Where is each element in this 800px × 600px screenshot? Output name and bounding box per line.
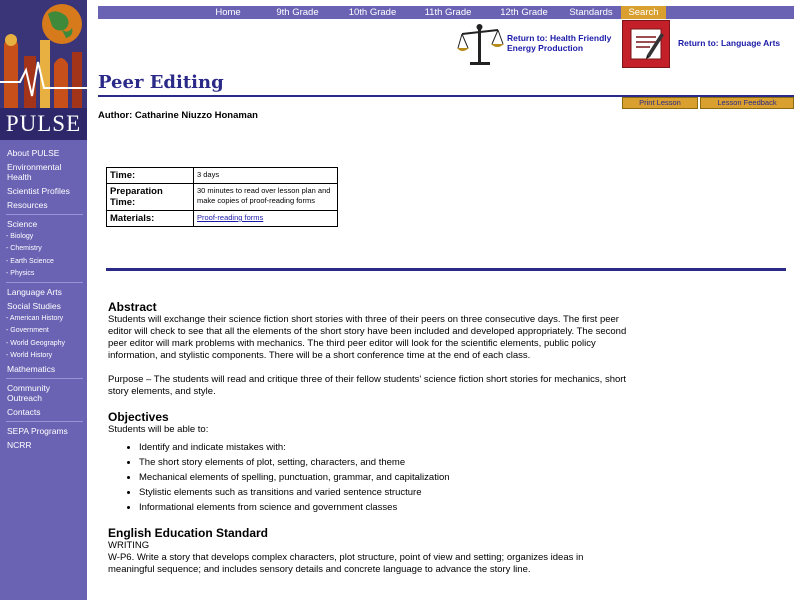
table-row bbox=[107, 184, 338, 211]
sidebar-item-resources[interactable]: Resources bbox=[7, 200, 48, 210]
prep-time-value: 30 minutes to read over lesson plan and make copies of proof-reading forms bbox=[194, 184, 338, 211]
sidebar-item-about-pulse[interactable]: About PULSE bbox=[7, 148, 60, 158]
sidebar-item-community-outreach[interactable]: Community Outreach bbox=[7, 383, 50, 404]
nav-11th-grade[interactable]: 11th Grade bbox=[424, 7, 472, 18]
sidebar-item-language-arts[interactable]: Language Arts bbox=[7, 287, 62, 298]
sidebar-item-sepa-programs[interactable]: SEPA Programs bbox=[7, 426, 68, 437]
objectives-list bbox=[108, 442, 628, 514]
purpose-text: Purpose – The students will read and critique three of their fellow students' science fiction short stories for mechanics, short story elements, and style. bbox=[108, 374, 627, 397]
abstract-text: Students will exchange their science fiction short stories with three of their peers on three consecutive days. The first peer editor will check to see that all the elements of the short story have been included and developed appropriately. The second peer editor will mark problems with mechanics. The third peer editor will look for the scientific elements, public policy information, and stylistic components. There will be a short conference time at the end of each class. bbox=[108, 314, 627, 361]
lesson-content bbox=[108, 300, 628, 576]
sidebar-item-american-history[interactable]: - American History bbox=[6, 315, 64, 323]
sidebar-divider bbox=[6, 378, 83, 379]
top-navigation bbox=[98, 6, 794, 19]
nav-10th-grade[interactable]: 10th Grade bbox=[348, 7, 397, 18]
return-language-arts-link[interactable]: Return to: Language Arts bbox=[678, 38, 781, 48]
nav-home[interactable]: Home bbox=[215, 7, 241, 18]
return-health-energy-link[interactable]: Return to: Health Friendly Energy Production bbox=[507, 33, 612, 53]
nav-9th-grade[interactable]: 9th Grade bbox=[276, 7, 319, 18]
sidebar-item-biology[interactable]: - Biology bbox=[6, 233, 34, 240]
sidebar-item-environmental-health[interactable]: Environmental Health bbox=[7, 162, 62, 182]
page-title: Peer Editing bbox=[98, 72, 224, 93]
pen-and-paper-icon[interactable] bbox=[622, 20, 670, 68]
nav-12th-grade[interactable]: 12th Grade bbox=[500, 7, 548, 18]
list-item: • Stylistic elements such as transitions and varied sentence structure bbox=[139, 487, 628, 499]
sidebar-item-ncrr[interactable]: NCRR bbox=[7, 440, 32, 451]
sidebar-nav bbox=[0, 146, 87, 452]
proof-reading-forms-link[interactable]: Proof-reading forms bbox=[197, 213, 264, 222]
table-row bbox=[107, 168, 338, 184]
nav-search[interactable]: Search bbox=[621, 6, 666, 19]
lesson-info-table bbox=[106, 167, 338, 227]
list-item: • Mechanical elements of spelling, punctuation, grammar, and capitalization bbox=[139, 472, 628, 484]
sidebar-divider bbox=[6, 214, 83, 215]
list-item: • Identify and indicate mistakes with: bbox=[139, 442, 628, 454]
logo-wordmark: PULSE bbox=[0, 108, 87, 140]
sidebar-item-science[interactable]: Science bbox=[7, 219, 38, 229]
pulse-logo[interactable] bbox=[0, 0, 87, 140]
section-divider bbox=[106, 268, 786, 271]
print-lesson-button[interactable]: Print Lesson bbox=[622, 97, 698, 109]
sidebar-divider bbox=[6, 282, 83, 283]
abstract-heading: Abstract bbox=[108, 300, 157, 314]
table-row bbox=[107, 211, 338, 227]
list-item: • The short story elements of plot, setting, characters, and theme bbox=[139, 457, 628, 469]
sidebar-item-scientist-profiles[interactable]: Scientist Profiles bbox=[7, 186, 70, 196]
sidebar bbox=[0, 0, 87, 600]
nav-standards[interactable]: Standards bbox=[569, 7, 613, 18]
objectives-heading: Objectives bbox=[108, 410, 169, 424]
materials-label: Materials: bbox=[107, 211, 194, 227]
sidebar-item-world-geography[interactable]: - World Geography bbox=[6, 339, 66, 347]
time-label: Time: bbox=[107, 168, 194, 184]
sidebar-item-earth-science[interactable]: - Earth Science bbox=[6, 257, 54, 265]
materials-cell bbox=[194, 211, 338, 227]
list-item: • Informational elements from science and government classes bbox=[139, 502, 628, 514]
sidebar-item-chemistry[interactable]: - Chemistry bbox=[6, 245, 42, 253]
pulse-logo-art-icon bbox=[0, 0, 87, 108]
standard-text: W-P6. Write a story that develops complex characters, plot structure, point of view and setting; organizes ideas in meaningful sequence; and includes sensory details and concrete language to advance the story line. bbox=[108, 552, 584, 575]
standard-heading: English Education Standard bbox=[108, 526, 269, 540]
sidebar-item-mathematics[interactable]: Mathematics bbox=[7, 364, 56, 375]
sidebar-item-contacts[interactable]: Contacts bbox=[7, 407, 41, 418]
sidebar-item-physics[interactable]: - Physics bbox=[6, 269, 35, 277]
objectives-intro: Students will be able to: bbox=[108, 424, 209, 435]
sidebar-item-social-studies[interactable]: Social Studies bbox=[7, 301, 61, 312]
sidebar-divider bbox=[6, 421, 83, 422]
sidebar-item-world-history[interactable]: - World History bbox=[6, 352, 53, 360]
scale-of-justice-icon[interactable] bbox=[456, 22, 504, 68]
time-value: 3 days bbox=[194, 168, 338, 184]
sidebar-item-government[interactable]: - Government bbox=[6, 327, 49, 335]
lesson-feedback-button[interactable]: Lesson Feedback bbox=[700, 97, 794, 109]
prep-time-label: Preparation Time: bbox=[107, 184, 194, 211]
standard-category: WRITING bbox=[108, 540, 150, 551]
author-line: Author: Catharine Niuzzo Honaman bbox=[98, 110, 258, 121]
